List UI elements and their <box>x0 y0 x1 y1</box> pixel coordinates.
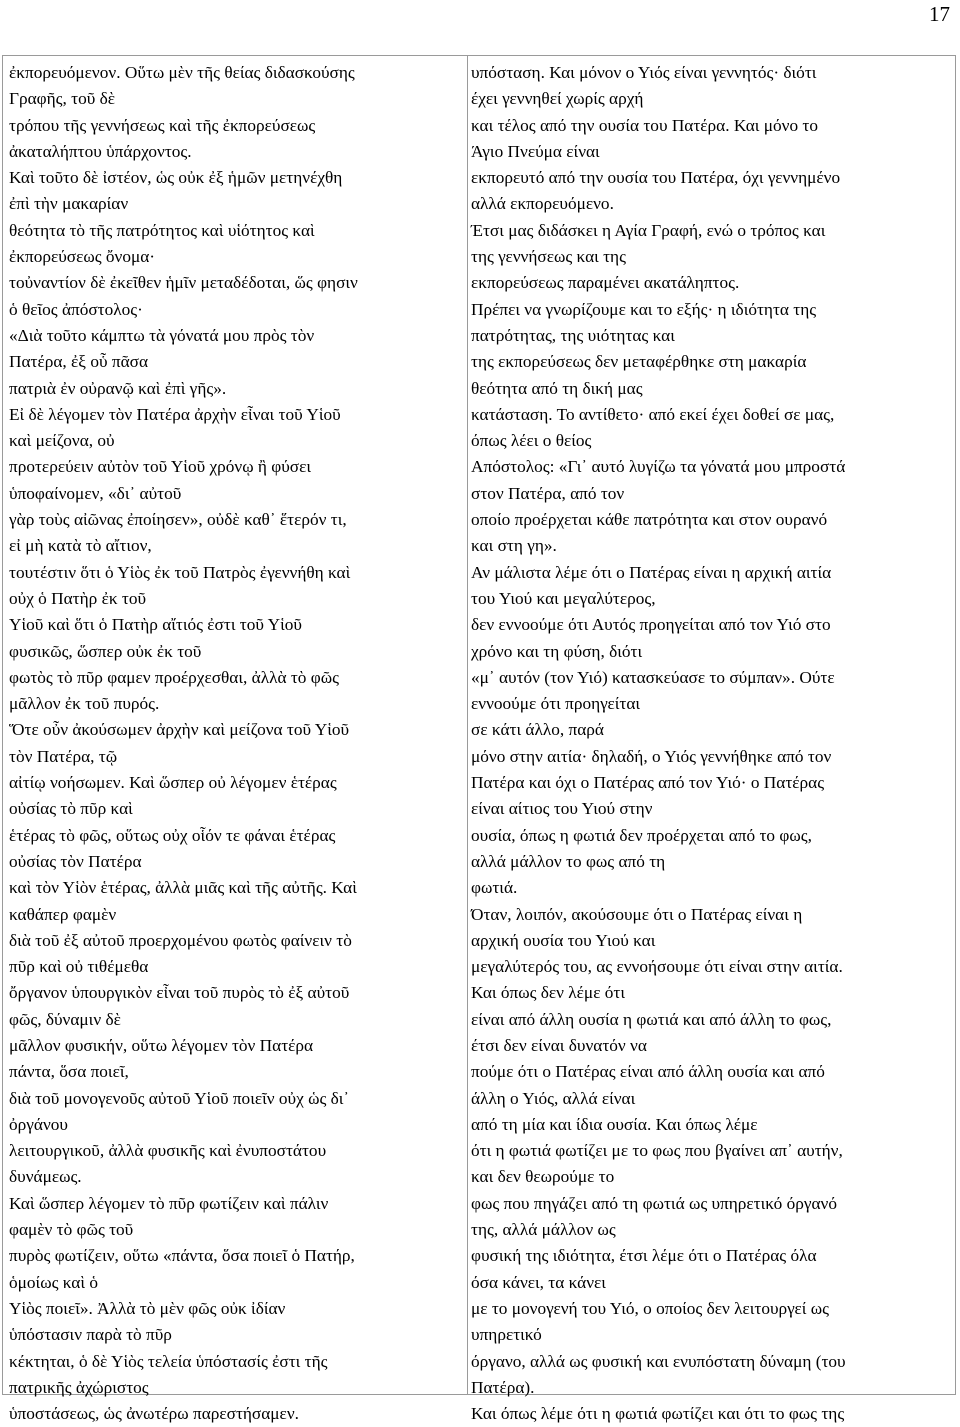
text-line: μᾶλλον φυσικήν, οὕτω λέγομεν τὸν Πατέρα <box>9 1035 314 1055</box>
text-line: Γραφῆς, τοῦ δὲ <box>9 89 116 109</box>
text-line: ἐπὶ τὴν μακαρίαν <box>9 194 129 214</box>
text-line: φυσικῶς, ὥσπερ οὐκ ἐκ τοῦ <box>9 641 202 661</box>
text-line: πατρικῆς ἀχώριστος <box>9 1377 149 1397</box>
text-line: της, αλλά μάλλον ως <box>471 1220 616 1240</box>
text-line: φωτὸς τὸ πῦρ φαμεν προέρχεσθαι, ἀλλὰ τὸ φῶς <box>9 667 339 687</box>
text-line: ὑποφαίνομεν, «δι᾽ αὐτοῦ <box>9 483 182 503</box>
text-line: τὸν Πατέρα, τῷ <box>9 746 118 766</box>
text-line: άλλη ο Υιός, αλλά είναι <box>471 1088 636 1108</box>
text-line: φαμὲν τὸ φῶς τοῦ <box>9 1220 134 1240</box>
text-line: Πρέπει να γνωρίζουμε και το εξής· η ιδιότητα της <box>471 299 817 319</box>
text-line: ὁμοίως καὶ ὁ <box>9 1272 98 1292</box>
greek-text-column <box>9 60 464 1427</box>
text-line: της εκπορεύσεως δεν μεταφέρθηκε στη μακαρία <box>471 352 807 372</box>
text-line: στον Πατέρα, από τον <box>471 483 625 503</box>
text-line: Πατέρα, ἐξ οὗ πᾶσα <box>9 352 149 372</box>
text-line: Άγιο Πνεύμα είναι <box>471 141 600 161</box>
text-line: θεότητα από τη δική μας <box>471 378 643 398</box>
text-line: πούμε ότι ο Πατέρας είναι από άλλη ουσία και από <box>471 1062 825 1082</box>
text-line: φωτιά. <box>471 878 518 898</box>
text-line: ὁ θεῖος ἀπόστολος· <box>9 299 143 319</box>
text-line: υπηρετικό <box>471 1325 542 1345</box>
text-line: ἐκπορεύσεως ὄνομα· <box>9 247 156 267</box>
text-line: αρχική ουσία του Υιού και <box>471 930 656 950</box>
text-line: μεγαλύτερός του, ας εννοήσουμε ότι είναι στην αιτία. <box>471 957 843 977</box>
text-line: Εἰ δὲ λέγομεν τὸν Πατέρα ἀρχὴν εἶναι τοῦ Υἱοῦ <box>9 404 341 424</box>
text-line: χρόνο και τη φύση, διότι <box>471 641 643 661</box>
text-line: καὶ μείζονα, οὐ <box>9 431 115 451</box>
text-line: δεν εννοούμε ότι Αυτός προηγείται από τον Υιό στο <box>471 615 831 635</box>
text-line: και δεν θεωρούμε το <box>471 1167 615 1187</box>
text-line: υπόσταση. Και μόνον ο Υιός είναι γεννητός· διότι <box>471 63 817 82</box>
text-line: εκπορεύσεως παραμένει ακατάληπτος. <box>471 273 740 293</box>
text-line: Και όπως δεν λέμε ότι <box>471 983 626 1003</box>
text-line: από τη μία και ίδια ουσία. Και όπως λέμε <box>471 1114 758 1134</box>
text-line: Έτσι μας διδάσκει η Αγία Γραφή, ενώ ο τρόπος και <box>471 220 826 240</box>
modern-greek-text-column <box>471 60 953 1427</box>
text-line: είναι από άλλη ουσία η φωτιά και από άλλη το φως, <box>471 1009 832 1029</box>
text-line: αλλά εκπορευόμενο. <box>471 194 614 214</box>
text-line: μᾶλλον ἐκ τοῦ πυρός. <box>9 694 160 714</box>
text-line: αλλά μάλλον το φως από τη <box>471 851 666 871</box>
text-line: με το μονογενή του Υιό, ο οποίος δεν λειτουργεί ως <box>471 1298 829 1318</box>
text-line: λειτουργικοῦ, ἀλλὰ φυσικῆς καὶ ἐνυποστάτου <box>9 1141 327 1161</box>
text-line: προτερεύειν αὐτὸν τοῦ Υἱοῦ χρόνῳ ἢ φύσει <box>9 457 312 477</box>
text-line: κατάσταση. Το αντίθετο· από εκεί έχει δοθεί σε μας, <box>471 404 835 424</box>
text-line: εννοούμε ότι προηγείται <box>471 694 641 714</box>
text-line: της γεννήσεως και της <box>471 247 626 267</box>
text-line: τοὐναντίον δὲ ἐκεῖθεν ἡμῖν μεταδέδοται, ὥς φησιν <box>9 273 358 293</box>
text-line: φυσική της ιδιότητα, έτσι λέμε ότι ο Πατέρας όλα <box>471 1246 817 1266</box>
text-line: πυρὸς φωτίζειν, οὕτω «πάντα, ὅσα ποιεῖ ὁ Πατήρ, <box>9 1246 355 1266</box>
text-line: ἀκαταλήπτου ὑπάρχοντος. <box>9 141 192 161</box>
parallel-text-table <box>2 55 956 1424</box>
text-line: «Διὰ τοῦτο κάμπτω τὰ γόνατά μου πρὸς τὸν <box>9 325 315 345</box>
text-line: διὰ τοῦ μονογενοῦς αὐτοῦ Υἱοῦ ποιεῖν οὐχ ὡς δι᾽ <box>9 1088 350 1108</box>
text-line: εκπορευτό από την ουσία του Πατέρα, όχι γεννημένο <box>471 168 841 188</box>
column-divider <box>467 56 468 1394</box>
text-line: τρόπου τῆς γεννήσεως καὶ τῆς ἐκπορεύσεως <box>9 115 316 135</box>
text-line: ὑποστάσεως, ὡς ἀνωτέρω παρεστήσαμεν. <box>9 1404 299 1424</box>
text-line: δυνάμεως. <box>9 1167 82 1187</box>
text-line: πάντα, ὅσα ποιεῖ, <box>9 1062 129 1082</box>
text-line: Όταν, λοιπόν, ακούσουμε ότι ο Πατέρας είναι η <box>471 904 803 924</box>
text-line: τουτέστιν ὅτι ὁ Υἱὸς ἐκ τοῦ Πατρὸς ἐγεννήθη καὶ <box>9 562 351 582</box>
text-line: μόνο στην αιτία· δηλαδή, ο Υιός γεννήθηκε από τον <box>471 746 832 766</box>
text-line: «μ᾽ αυτόν (τον Υιό) κατασκεύασε το σύμπαν». Ούτε <box>471 667 835 687</box>
text-line: πατρότητας, της υιότητας και <box>471 325 675 345</box>
text-line: όσα κάνει, τα κάνει <box>471 1272 606 1292</box>
text-line: οὐχ ὁ Πατὴρ ἐκ τοῦ <box>9 588 147 608</box>
text-line: Υἱὸς ποιεῖ». Ἀλλὰ τὸ μὲν φῶς οὐκ ἰδίαν <box>9 1298 286 1318</box>
text-line: είναι αίτιος του Υιού στην <box>471 799 653 819</box>
text-line: και στη γη». <box>471 536 557 556</box>
text-line: ὄργανον ὑπουργικὸν εἶναι τοῦ πυρὸς τὸ ἐξ αὐτοῦ <box>9 983 350 1003</box>
text-line: του Υιού και μεγαλύτερος, <box>471 588 656 608</box>
text-line: ότι η φωτιά φωτίζει με το φως που βγαίνει απ᾽ αυτήν, <box>471 1141 843 1161</box>
text-line: Και όπως λέμε ότι η φωτιά φωτίζει και ότι το φως της <box>471 1404 845 1424</box>
text-line: ἑτέρας τὸ φῶς, οὕτως οὐχ οἷόν τε φάναι ἑτέρας <box>9 825 336 845</box>
text-line: εἰ μὴ κατὰ τὸ αἴτιον, <box>9 536 152 556</box>
text-line: ὑπόστασιν παρὰ τὸ πῦρ <box>9 1325 172 1345</box>
text-line: πῦρ καὶ οὐ τιθέμεθα <box>9 957 149 977</box>
text-line: έτσι δεν είναι δυνατόν να <box>471 1035 647 1055</box>
text-line: οὐσίας τὸν Πατέρα <box>9 851 142 871</box>
text-line: διὰ τοῦ ἐξ αὐτοῦ προερχομένου φωτὸς φαίνειν τὸ <box>9 930 352 950</box>
text-line: ἐκπορευόμενον. Οὕτω μὲν τῆς θείας διδασκούσης <box>9 63 355 82</box>
text-line: Καὶ τοῦτο δὲ ἰστέον, ὡς οὐκ ἐξ ἡμῶν μετηνέχθη <box>9 168 343 188</box>
text-line: σε κάτι άλλο, παρά <box>471 720 604 740</box>
text-line: Απόστολος: «Γι᾽ αυτό λυγίζω τα γόνατά μου μπροστά <box>471 457 846 477</box>
text-line: οὐσίας τὸ πῦρ καὶ <box>9 799 133 819</box>
text-line: ουσία, όπως η φωτιά δεν προέρχεται από το φως, <box>471 825 812 845</box>
text-line: αἰτίῳ νοήσωμεν. Καὶ ὥσπερ οὐ λέγομεν ἑτέρας <box>9 773 337 793</box>
text-line: καὶ τὸν Υἱὸν ἑτέρας, ἀλλὰ μιᾶς καὶ τῆς αὐτῆς. Καὶ <box>9 878 357 898</box>
text-line: θεότητα τὸ τῆς πατρότητος καὶ υἱότητος καὶ <box>9 220 315 240</box>
text-line: Καὶ ὥσπερ λέγομεν τὸ πῦρ φωτίζειν καὶ πάλιν <box>9 1193 329 1213</box>
text-line: Πατέρα). <box>471 1377 535 1397</box>
text-line: όργανο, αλλά ως φυσική και ενυπόστατη δύναμη (του <box>471 1351 846 1371</box>
text-line: και τέλος από την ουσία του Πατέρα. Και μόνο το <box>471 115 818 135</box>
text-line: κέκτηται, ὁ δὲ Υἱὸς τελεία ὑπόστασίς ἐστι τῆς <box>9 1351 328 1371</box>
text-line: έχει γεννηθεί χωρίς αρχή <box>471 89 644 109</box>
text-line: φως που πηγάζει από τη φωτιά ως υπηρετικό όργανό <box>471 1193 837 1213</box>
text-line: φῶς, δύναμιν δὲ <box>9 1009 121 1029</box>
text-line: Πατέρα και όχι ο Πατέρας από τον Υιό· ο Πατέρας <box>471 773 825 793</box>
text-line: ὀργάνου <box>9 1114 68 1134</box>
text-line: γὰρ τοὺς αἰῶνας ἐποίησεν», οὐδὲ καθ᾽ ἕτερόν τι, <box>9 510 347 530</box>
text-line: οποίο προέρχεται κάθε πατρότητα και στον ουρανό <box>471 510 828 530</box>
text-line: Υἱοῦ καὶ ὅτι ὁ Πατὴρ αἴτιός ἐστι τοῦ Υἱοῦ <box>9 615 302 635</box>
text-line: πατριὰ ἐν οὐρανῷ καὶ ἐπὶ γῆς». <box>9 378 227 398</box>
text-line: Αν μάλιστα λέμε ότι ο Πατέρας είναι η αρχική αιτία <box>471 562 832 582</box>
text-line: Ὅτε οὖν ἀκούσωμεν ἀρχὴν καὶ μείζονα τοῦ Υἱοῦ <box>9 720 350 740</box>
page-number: 17 <box>929 2 950 26</box>
text-line: καθάπερ φαμὲν <box>9 904 117 924</box>
text-line: όπως λέει ο θείος <box>471 431 592 451</box>
